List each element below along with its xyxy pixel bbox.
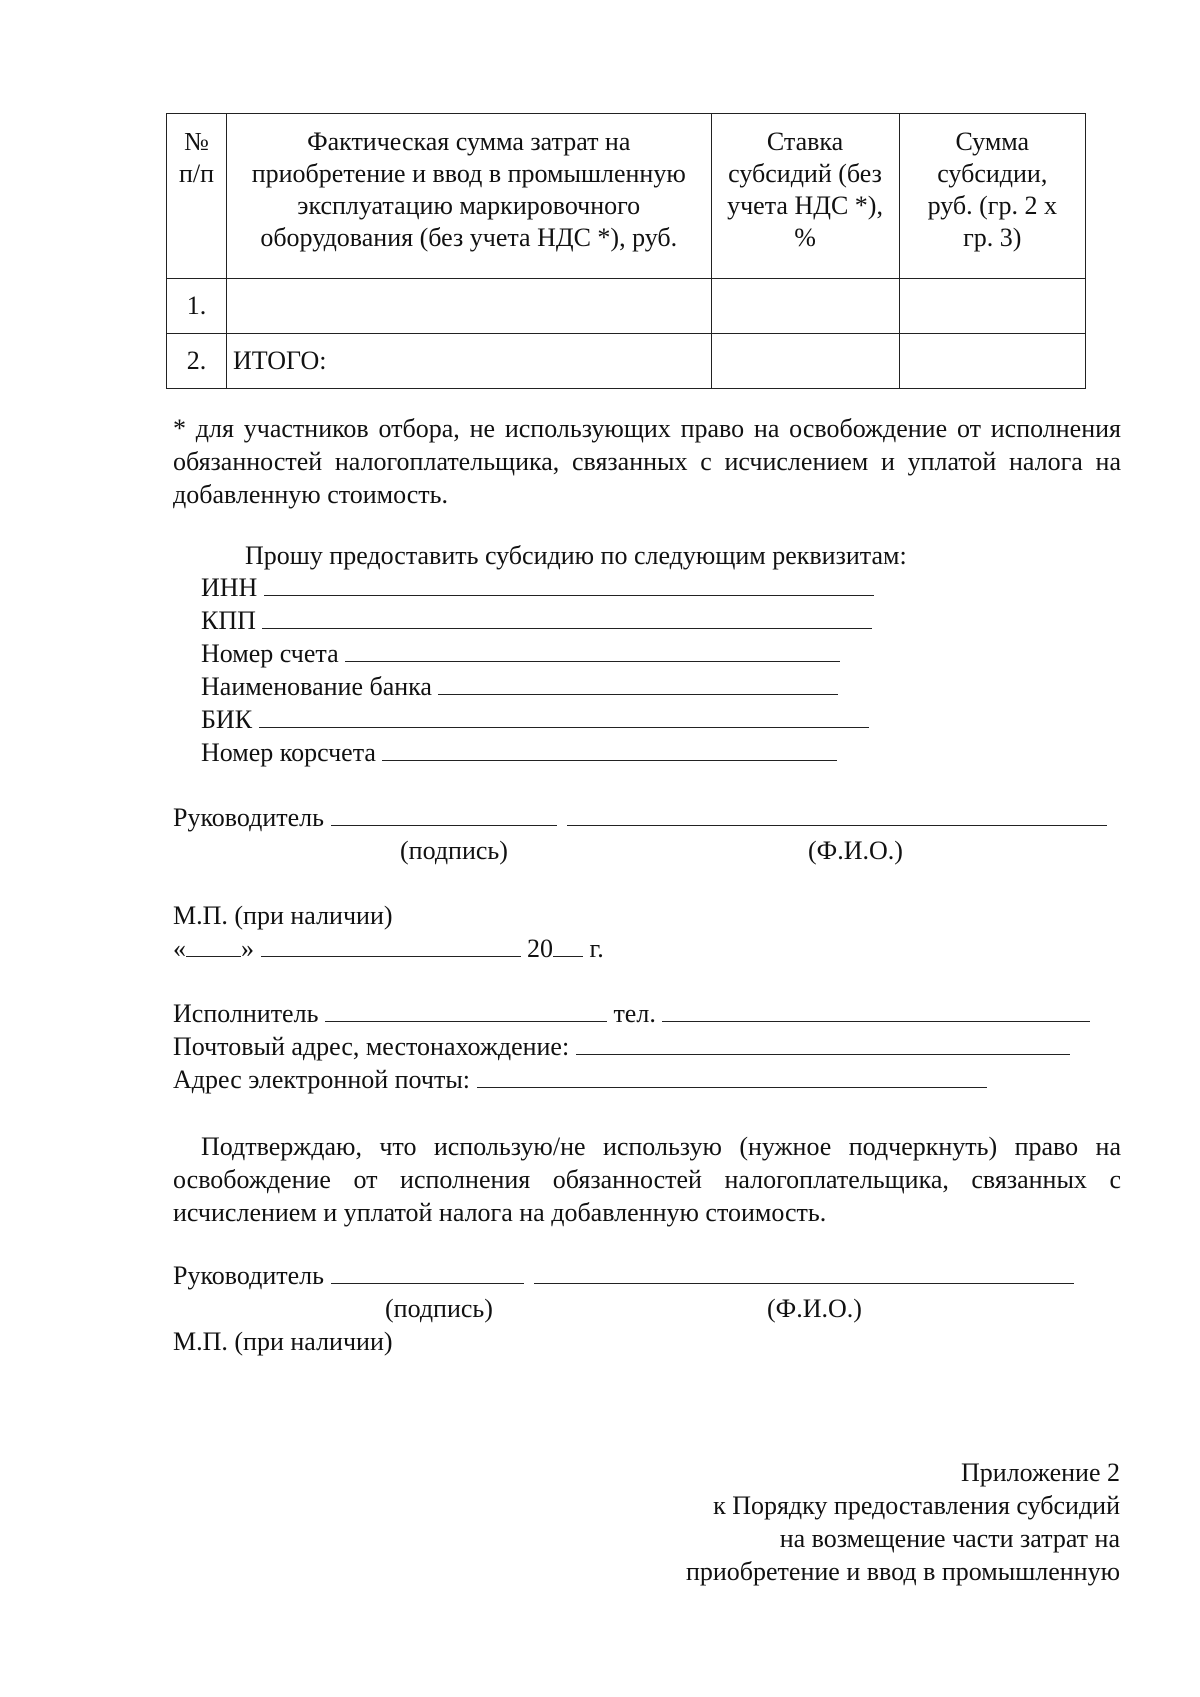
total-sum-cell[interactable] [899, 334, 1085, 389]
signature-field[interactable] [331, 803, 557, 826]
row-sum-cell[interactable] [899, 279, 1085, 334]
header-sum-line: гр. 3) [963, 223, 1022, 252]
signature-field[interactable] [331, 1261, 524, 1284]
row-num: 2. [167, 334, 227, 389]
signature-caption: (подпись) [400, 836, 508, 865]
kpp-field[interactable] [262, 606, 872, 629]
corr-field[interactable] [382, 738, 837, 761]
signature-caption: (подпись) [385, 1294, 493, 1323]
header-cost-line: эксплуатацию маркировочного [297, 191, 641, 220]
requisite-inn [201, 573, 874, 603]
phone-field[interactable] [662, 999, 1090, 1022]
table-row [167, 334, 1086, 389]
appendix-line: к Порядку предоставления субсидий [713, 1491, 1120, 1520]
close-quote: » [241, 934, 254, 963]
header-rate [711, 114, 899, 279]
email-row [173, 1065, 987, 1095]
bank-label: Наименование банка [201, 672, 432, 701]
header-cost-line: оборудования (без учета НДС *), руб. [260, 223, 678, 252]
director-label: Руководитель [173, 803, 324, 832]
requisite-corr [201, 738, 837, 768]
full-name-caption: (Ф.И.О.) [808, 836, 903, 865]
request-intro: Прошу предоставить субсидию по следующим реквизитам: [245, 541, 907, 570]
stamp-note: М.П. (при наличии) [173, 1327, 393, 1356]
bik-label: БИК [201, 705, 253, 734]
requisite-bik [201, 705, 869, 735]
account-field[interactable] [345, 639, 840, 662]
account-label: Номер счета [201, 639, 339, 668]
header-cost-line: приобретение и ввод в промышленную [251, 159, 686, 188]
row-num: 1. [167, 279, 227, 334]
corr-label: Номер корсчета [201, 738, 376, 767]
header-rate-line: учета НДС *), [727, 191, 883, 220]
executor-row [173, 999, 1090, 1029]
phone-label: тел. [613, 999, 656, 1028]
inn-field[interactable] [264, 573, 874, 596]
bik-field[interactable] [259, 705, 869, 728]
subsidy-table [166, 113, 1086, 389]
appendix-line: на возмещение части затрат на [779, 1524, 1120, 1553]
signature-row-2 [173, 1261, 1074, 1291]
requisite-bank [201, 672, 838, 702]
requisite-kpp [201, 606, 872, 636]
executor-field[interactable] [325, 999, 607, 1022]
header-sum-line: Сумма [955, 127, 1030, 156]
full-name-caption: (Ф.И.О.) [767, 1294, 862, 1323]
full-name-field[interactable] [567, 803, 1107, 826]
day-field[interactable] [186, 934, 241, 957]
header-num-line: п/п [178, 159, 215, 188]
bank-field[interactable] [438, 672, 838, 695]
director-label: Руководитель [173, 1261, 324, 1290]
table-row [167, 279, 1086, 334]
year-suffix: г. [589, 934, 604, 963]
header-subsidy-sum [899, 114, 1085, 279]
table-header-row [167, 114, 1086, 279]
appendix-heading [686, 1456, 1120, 1588]
header-rate-line: % [794, 223, 816, 252]
signature-row-1 [173, 803, 1107, 833]
executor-label: Исполнитель [173, 999, 319, 1028]
postal-label: Почтовый адрес, местонахождение: [173, 1032, 570, 1061]
postal-row [173, 1032, 1070, 1062]
full-name-field[interactable] [534, 1261, 1074, 1284]
confirmation-paragraph: Подтверждаю, что использую/не использую (нужное подчеркнуть) право на освобождение от исполнения обязанностей налогоплательщика, связанных с исчислением и уплатой налога на добавленную стоимость. [173, 1132, 1121, 1227]
open-quote: « [173, 934, 186, 963]
header-sum-line: руб. (гр. 2 х [927, 191, 1057, 220]
postal-field[interactable] [576, 1032, 1070, 1055]
header-num [167, 114, 227, 279]
year-field[interactable] [553, 934, 583, 957]
month-field[interactable] [261, 934, 521, 957]
appendix-line: Приложение 2 [960, 1458, 1120, 1487]
header-rate-line: Ставка [766, 127, 844, 156]
email-field[interactable] [477, 1065, 987, 1088]
inn-label: ИНН [201, 573, 258, 602]
total-label: ИТОГО: [226, 334, 711, 389]
footnote: * для участников отбора, не использующих право на освобождение от исполнения обязанностей налогоплательщика, связанных с исчислением и уплатой налога на добавленную стоимость. [173, 414, 1121, 509]
email-label: Адрес электронной почты: [173, 1065, 471, 1094]
date-row [173, 934, 604, 964]
header-num-line: № [184, 127, 209, 156]
year-prefix: 20 [527, 934, 553, 963]
header-cost-line: Фактическая сумма затрат на [307, 127, 631, 156]
header-sum-line: субсидии, [937, 159, 1048, 188]
stamp-note: М.П. (при наличии) [173, 901, 393, 930]
appendix-line: приобретение и ввод в промышленную [685, 1557, 1120, 1586]
kpp-label: КПП [201, 606, 256, 635]
requisite-account [201, 639, 840, 669]
header-rate-line: субсидий (без [728, 159, 882, 188]
row-cost-cell[interactable] [226, 279, 711, 334]
row-rate-cell[interactable] [711, 279, 899, 334]
total-rate-cell[interactable] [711, 334, 899, 389]
header-actual-cost [226, 114, 711, 279]
